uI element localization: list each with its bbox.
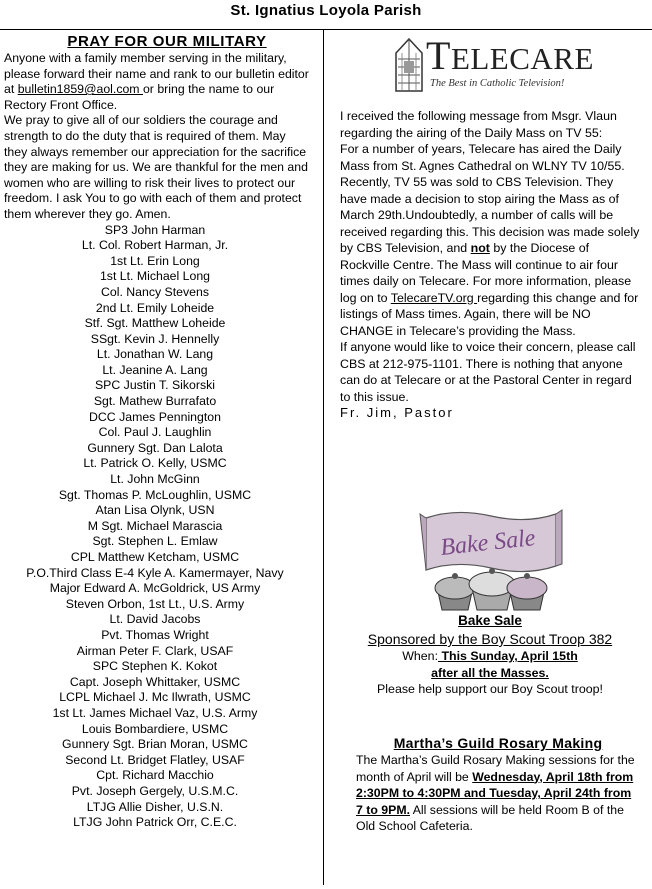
intro-text-after: or bring the name to our Rectory Front Office. bbox=[4, 82, 275, 112]
bulletin-email-link[interactable]: bulletin1859@aol.com bbox=[17, 82, 143, 97]
military-name-item: Major Edward A. McGoldrick, US Army bbox=[49, 581, 261, 596]
military-name-item: 1st Lt. Michael Long bbox=[99, 269, 211, 284]
military-name-item: Cpt. Richard Macchio bbox=[96, 768, 214, 783]
rosary-dates: Wednesday, April 18th from 2:30PM to 4:30PM and Tuesday, April 24th from 7 to 9PM. bbox=[356, 769, 634, 817]
military-prayer: We pray to give all of our soldiers the courage and strength to do the duty that is required of them. May they always remember our appreciation for the sacrifice they are making for us. We are thankful for the men and women who are willing to risk their lives to protect our freedom. I ask You to go with each of them and protect them wherever they go. Amen. bbox=[4, 113, 308, 221]
military-name-item: DCC James Pennington bbox=[89, 409, 221, 424]
pastor-signature: Fr. Jim, Pastor bbox=[340, 405, 454, 420]
message-intro: I received the following message from Msgr. Vlaun regarding the airing of the Daily Mass on TV 55: bbox=[340, 109, 617, 140]
military-name-item: SPC Stephen K. Kokot bbox=[92, 659, 218, 674]
intro-text-before: Anyone with a family member serving in the military, please forward their name and rank to our bulletin editor at bbox=[4, 51, 309, 97]
military-column bbox=[4, 32, 312, 831]
telecare-message bbox=[340, 108, 640, 422]
military-heading: PRAY FOR OUR MILITARY bbox=[67, 33, 267, 50]
bake-sale-section bbox=[340, 612, 640, 698]
military-name-item: Capt. Joseph Whittaker, USMC bbox=[69, 674, 241, 689]
bake-sale-when: When: This Sunday, April 15th bbox=[402, 649, 578, 663]
bake-sale-support: Please help support our Boy Scout troop! bbox=[377, 682, 603, 696]
column-divider bbox=[323, 30, 324, 885]
military-names-list bbox=[4, 223, 312, 831]
military-name-item: Sgt. Mathew Burrafato bbox=[93, 394, 217, 409]
telecare-tagline: The Best in Catholic Television! bbox=[430, 78, 565, 89]
military-name-item: Pvt. Joseph Gergely, U.S.M.C. bbox=[71, 783, 239, 798]
military-name-item: Col. Paul J. Laughlin bbox=[98, 425, 212, 440]
cupcake-icon bbox=[435, 573, 475, 610]
military-name-item: SSgt. Kevin J. Hennelly bbox=[90, 331, 220, 346]
message-body: For a number of years, Telecare has aired the Daily Mass from St. Agnes Cathedral on WLNY TV 10/55. Recently, TV 55 was sold to CBS Television. They have made a decision to stop airing the Mass as of March 29th.Undoubtedly, a number of calls will be received regarding this. This decision was made solely by CBS Television, and not by the Diocese of Rockville Centre. The Mass will continue to air four times daily on Telecare. For more information, please log on to TelecareTV.org regarding this change and for listings of Mass times. Again, there will be NO CHANGE in Telecare’s providing the Mass. bbox=[340, 142, 640, 338]
military-name-item: Second Lt. Bridget Flatley, USAF bbox=[65, 752, 245, 767]
military-name-item: CPL Matthew Ketcham, USMC bbox=[70, 550, 240, 564]
not-emphasis: not bbox=[470, 241, 490, 255]
parish-title: St. Ignatius Loyola Parish bbox=[230, 2, 422, 19]
military-name-item: 1st Lt. Erin Long bbox=[110, 253, 200, 268]
military-name-item: Airman Peter F. Clark, USAF bbox=[76, 643, 234, 658]
military-name-item: Lt. Jonathan W. Lang bbox=[96, 347, 214, 362]
military-name-item: Stf. Sgt. Matthew Loheide bbox=[84, 316, 226, 331]
military-name-item: P.O.Third Class E-4 Kyle A. Kamermayer, Navy bbox=[26, 565, 284, 580]
telecare-logo bbox=[392, 33, 594, 99]
military-name-item: Lt. John McGinn bbox=[110, 472, 200, 487]
military-name-item: Pvt. Thomas Wright bbox=[101, 627, 209, 642]
telecare-wordmark: TELECARE bbox=[426, 33, 594, 78]
military-name-item: Col. Nancy Stevens bbox=[101, 284, 209, 299]
military-name-item: Lt. Col. Robert Harman, Jr. bbox=[81, 238, 229, 253]
military-name-item: LCPL Michael J. Mc Ilwrath, USMC bbox=[59, 690, 251, 705]
military-name-item: Lt. David Jacobs bbox=[109, 612, 201, 627]
military-name-item: LTJG John Patrick Orr, C.E.C. bbox=[73, 815, 237, 830]
page-header bbox=[0, 0, 652, 30]
bake-sale-after: after all the Masses. bbox=[431, 665, 549, 680]
military-name-item: SPC Justin T. Sikorski bbox=[94, 378, 216, 393]
bake-sale-banner-text: Bake Sale bbox=[439, 525, 537, 561]
military-name-item: M Sgt. Michael Marascia bbox=[87, 518, 223, 533]
rosary-body: The Martha’s Guild Rosary Making sessions for the month of April will be Wednesday, April 18th from 2:30PM to 4:30PM and Tuesday, April 24th from 7 to 9PM. All sessions will be held Room B of the Old School Cafeteria. bbox=[356, 753, 635, 833]
military-name-item: Gunnery Sgt. Dan Lalota bbox=[87, 440, 223, 455]
military-name-item: Lt. Jeanine A. Lang bbox=[102, 362, 208, 377]
bake-sale-illustration bbox=[416, 504, 566, 614]
telecare-website-link[interactable]: TelecareTV.org bbox=[390, 290, 478, 305]
military-name-item: Gunnery Sgt. Brian Moran, USMC bbox=[62, 737, 248, 752]
bake-sale-title: Bake Sale bbox=[458, 613, 522, 628]
rosary-title: Martha’s Guild Rosary Making bbox=[393, 735, 603, 751]
military-name-item: Sgt. Stephen L. Emlaw bbox=[92, 534, 218, 549]
message-contact: If anyone would like to voice their concern, please call CBS at 212-975-1101. There is nothing that anyone can do at Telecare or at the Pastoral Center in regard to this issue. bbox=[340, 340, 636, 404]
military-name-item: Steven Orbon, 1st Lt., U.S. Army bbox=[65, 596, 245, 611]
military-intro bbox=[4, 51, 312, 113]
rosary-section bbox=[356, 734, 640, 835]
military-name-item: LTJG Allie Disher, U.S.N. bbox=[86, 799, 224, 814]
bake-sale-sponsor: Sponsored by the Boy Scout Troop 382 bbox=[367, 631, 613, 647]
military-name-item: Sgt. Thomas P. McLoughlin, USMC bbox=[58, 487, 252, 502]
military-name-item: Lt. Patrick O. Kelly, USMC bbox=[83, 456, 227, 471]
military-name-item: Louis Bombardiere, USMC bbox=[81, 721, 229, 736]
military-name-item: 1st Lt. James Michael Vaz, U.S. Army bbox=[52, 705, 258, 720]
military-name-item: Atan Lisa Olynk, USN bbox=[95, 503, 215, 518]
military-name-item: 2nd Lt. Emily Loheide bbox=[95, 300, 215, 315]
tv-tower-icon bbox=[394, 37, 424, 93]
military-name-item: SP3 John Harman bbox=[104, 222, 206, 237]
